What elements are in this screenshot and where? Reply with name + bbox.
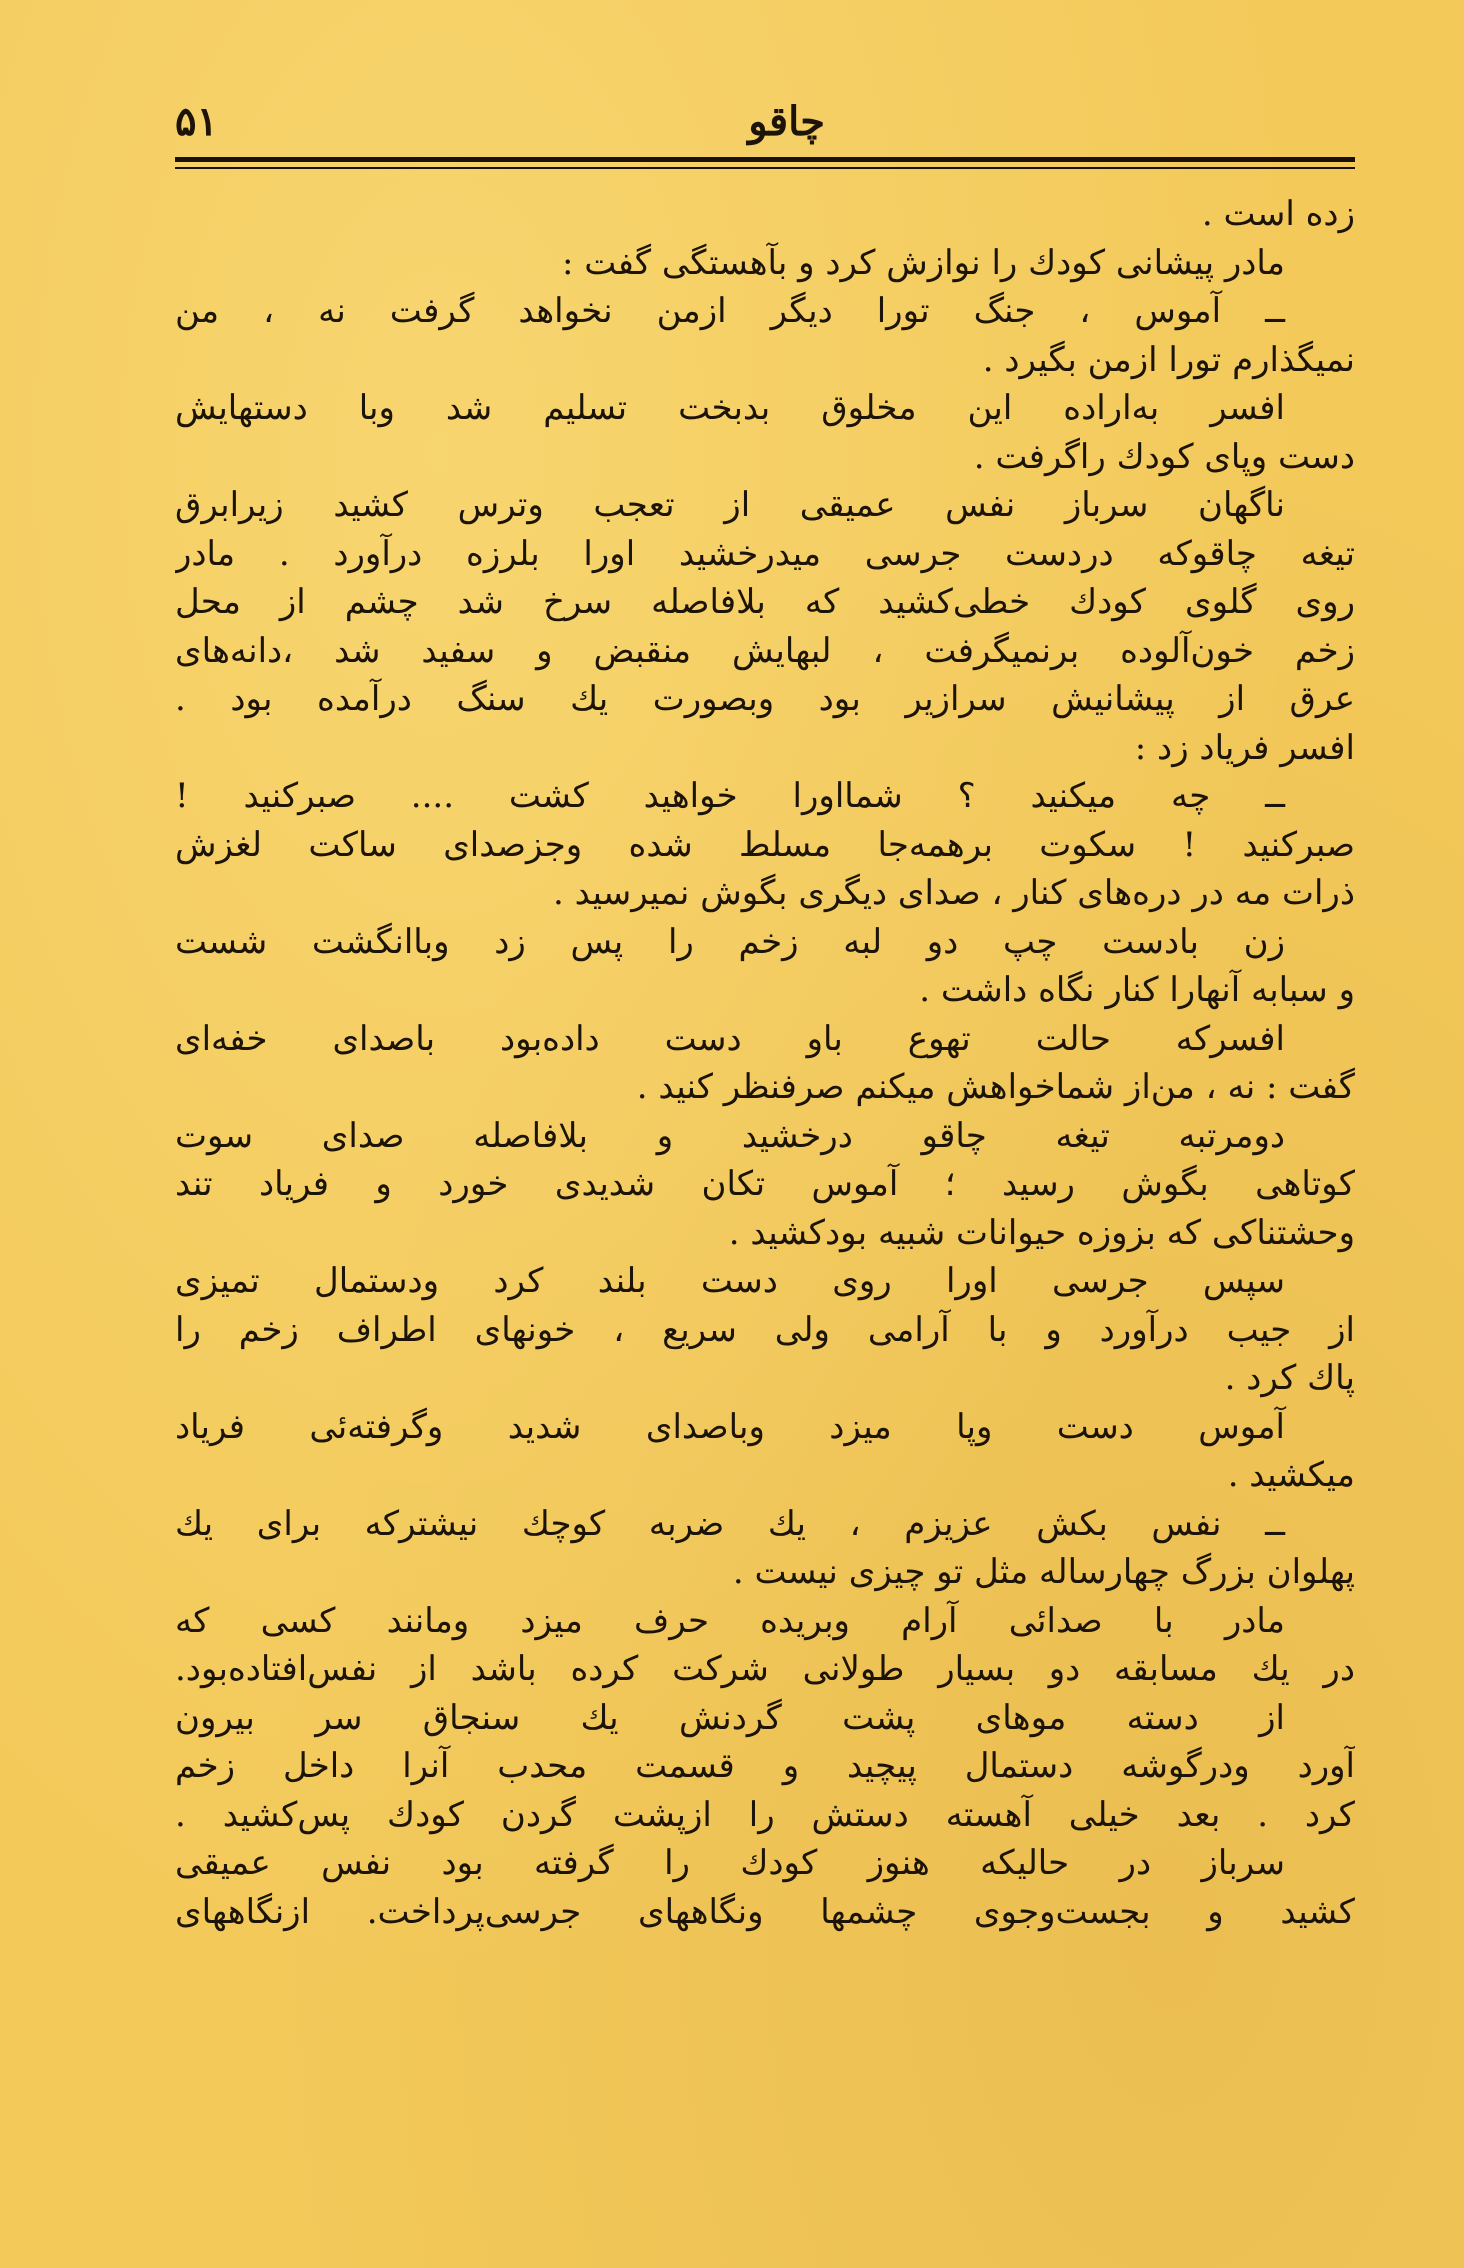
text-line: پهلوان بزرگ چهارساله مثل تو چیزی نیست . <box>732 1552 1355 1592</box>
text-line: تیغه چاقوکه دردست جرسی میدرخشید اورا بلرزه درآورد . مادر <box>175 533 1355 574</box>
text-line: کوتاهی بگوش رسید ؛ آموس تکان شدیدی خورد و فریاد تند <box>175 1164 1355 1204</box>
text-line: سپس جرسی اورا روی دست بلند کرد ودستمال تمیزی <box>175 1261 1285 1301</box>
text-line: افسر فریاد زد : <box>1134 727 1355 768</box>
text-line: دومرتبه تیغه چاقو درخشید و بلافاصله صدای سوت <box>175 1115 1285 1156</box>
text-line: کشید و بجست‌وجوی چشمها ونگاههای جرسی‌پرداخت. ازنگاههای <box>175 1891 1355 1932</box>
text-line: سرباز در حالیکه هنوز کودك را گرفته بود نفس عمیقی <box>175 1843 1285 1883</box>
text-line: روی گلوی کودك خطی‌کشید که بلافاصله سرخ شد چشم از محل <box>175 582 1355 622</box>
text-line: ــ آموس ، جنگ تورا دیگر ازمن نخواهد گرفت نه ، من <box>175 291 1285 331</box>
text-line: در یك مسابقه دو بسیار طولانی شرکت کرده باشد از نفس‌افتاده‌بود. <box>175 1649 1355 1689</box>
text-line: ناگهان سرباز نفس عمیقی از تعجب وترس کشید زیرابرق <box>175 485 1285 525</box>
text-line: نمیگذارم تورا ازمن بگیرد . <box>982 339 1355 380</box>
text-line: ــ چه میکنید ؟ شمااورا خواهید کشت .... صبرکنید ! <box>175 776 1285 816</box>
text-line: پاك کرد . <box>1224 1358 1355 1398</box>
text-line: آموس دست وپا میزد وباصدای شدید وگرفته‌ئی فریاد <box>175 1406 1285 1447</box>
text-line: میکشید . <box>1227 1455 1355 1495</box>
text-line: از دسته موهای پشت گردنش یك سنجاق سر بیرون <box>175 1697 1285 1738</box>
text-line: کرد . بعد خیلی آهسته دستش را ازپشت گردن کودك پس‌کشید . <box>175 1794 1355 1835</box>
page-number: ۵۱ <box>175 98 218 145</box>
body-text <box>175 190 1355 1936</box>
text-line: ــ نفس بکش عزیزم ، یك ضربه کوچك نیشترکه برای یك <box>175 1503 1285 1544</box>
text-line: افسرکه حالت تهوع باو دست داده‌بود باصدای خفه‌ای <box>175 1018 1285 1059</box>
text-line: و سبابه آنهارا کنار نگاه داشت . <box>919 970 1355 1010</box>
text-line: وحشتناکی که بزوزه حیوانات شبیه بودکشید . <box>728 1212 1355 1253</box>
text-line: دست وپای کودك راگرفت . <box>973 436 1355 477</box>
text-line: مادر با صدائی آرام وبریده حرف میزد ومانند کسی که <box>175 1600 1285 1641</box>
header-rule-thin <box>175 167 1355 169</box>
text-line: ذرات مه در دره‌های کنار ، صدای دیگری بگوش نمیرسید . <box>553 873 1355 913</box>
text-line: از جیب درآورد و با آرامی ولی سریع ، خونهای اطراف زخم را <box>175 1309 1355 1350</box>
text-line: زن بادست چپ دو لبه زخم را پس زد وباانگشت شست <box>175 921 1285 962</box>
text-line: مادر پیشانی کودك را نوازش کرد و بآهستگی گفت : <box>562 242 1285 283</box>
text-line: زده است . <box>1201 194 1355 234</box>
text-line: گفت : نه ، من‌از شماخواهش میکنم صرفنظر کنید . <box>636 1067 1355 1107</box>
running-title: چاقو <box>748 98 825 145</box>
text-line: افسر به‌اراده این مخلوق بدبخت تسلیم شد وبا دستهایش <box>175 388 1285 428</box>
text-line: عرق از پیشانیش سرازیر بود وبصورت یك سنگ درآمده بود . <box>175 679 1355 719</box>
text-line: زخم خون‌آلوده برنمیگرفت ، لبهایش منقبض و سفید شد ،دانه‌های <box>175 630 1355 671</box>
page-header <box>175 92 1355 152</box>
header-rule-thick <box>175 157 1355 162</box>
text-line: صبرکنید ! سکوت برهمه‌جا مسلط شده وجزصدای ساکت لغزش <box>175 824 1355 865</box>
text-line: آورد ودرگوشه دستمال پیچید و قسمت محدب آنرا داخل زخم <box>175 1746 1355 1786</box>
